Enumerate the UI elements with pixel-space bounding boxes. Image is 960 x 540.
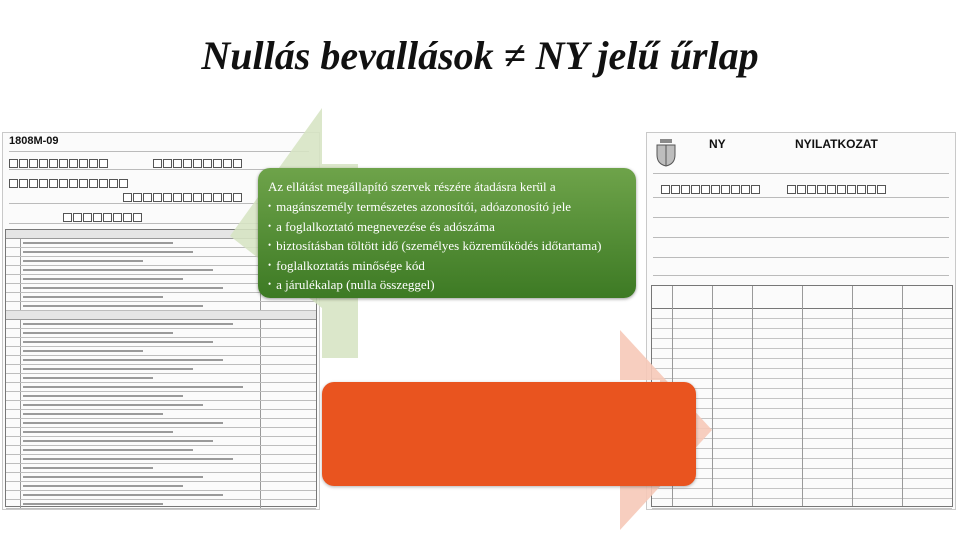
info-box-orange (322, 382, 696, 486)
list-item: • magánszemély természetes azonosítói, adóazonosító jele (268, 198, 601, 218)
info-box-list (268, 198, 601, 296)
form-id-boxes (9, 155, 109, 163)
form-code-right: NY (709, 137, 726, 151)
list-item: • foglalkoztatás minősége kód (268, 257, 601, 277)
form-title-right: NYILATKOZAT (795, 137, 878, 151)
list-item: • a járulékalap (nulla összeggel) (268, 276, 601, 296)
slide-title: Nullás bevallások ≠ NY jelű űrlap (201, 33, 759, 78)
form-code-left: 1808M-09 (9, 135, 59, 147)
coat-of-arms-icon (655, 139, 677, 167)
list-item: • biztosításban töltött idő (személyes közreműködés időtartama) (268, 237, 601, 257)
list-item: • a foglalkoztató megnevezése és adószáma (268, 218, 601, 238)
info-box-green (258, 168, 636, 298)
info-box-lead: Az ellátást megállapító szervek részére átadásra kerül a (268, 179, 556, 194)
